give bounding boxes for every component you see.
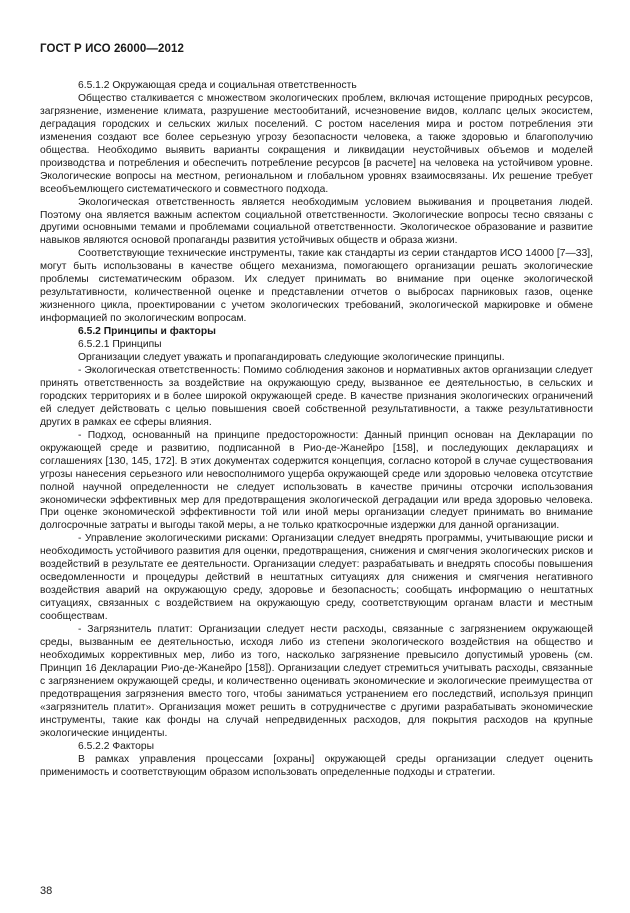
list-item-precautionary-approach: - Подход, основанный на принципе предосторожности: Данный принцип основан на Декларации по окружающей среде и развитию, подписанной в Рио-де-Жанейро [158], и последующих декларациях и соглашениях [130, 145, 172]. В этих документах содержится концепция, согласно которой в случае существования угрозы нанесения серьезного или невосполнимого ущерба окружающей среде или здоровью человека отсутствие полной научной определенности не следует использовать в качестве причины отсрочки использования экономически эффективных мер для предотвращения экологической деградации или вреда здоровью человека. При оценке экономической эффективности той или иной меры организации следует принимать во внимание долгосрочные затраты и выгоды такой меры, а не только краткосрочные издержки для данной организации. xyxy=(40,429,593,532)
paragraph-considerations: В рамках управления процессами [охраны] окружающей среды организации следует оценить применимость и соответствующим образом использовать определенные подходы и стратегии. xyxy=(40,753,593,778)
paragraph-principles-intro: Организации следует уважать и пропагандировать следующие экологические принципы. xyxy=(78,352,505,364)
paragraph-technical-tools: Соответствующие технические инструменты, такие как стандарты из серии стандартов ИСО 14000 [7—33], могут быть использованы в качестве общего механизма, помогающего организации решать экологические проблемы систематическим образом. Их следует принимать во внимание при оценке экологической результативности, количественной оценке и представлении отчетов о выбросах парниковых газов, оценке жизненного цикла, проектировании с учетом экологических требований, экологической маркировке и обмене информацией по экологическим вопросам. xyxy=(40,248,593,325)
document-body xyxy=(40,80,593,779)
paragraph-environmental-responsibility: Экологическая ответственность является необходимым условием выживания и процветания людей. Поэтому она является важным аспектом социальной ответственности. Экологические вопросы тесно связаны с другими основными темами и проблемами социальной ответственности. Экологическое образование и развитие навыков являются основой пропаганды развития устойчивых обществ и образа жизни. xyxy=(40,196,593,247)
subsection-title-6-5-2-1: 6.5.2.1 Принципы xyxy=(78,339,162,351)
list-item-risk-management: - Управление экологическими рисками: Организации следует внедрять программы, учитывающие риски и необходимость устойчивого развития для оценки, предотвращения, снижения и смягчения экологических рисков и воздействий в результате ее деятельности. Организации следует: разрабатывать и внедрять способы повышения осведомленности и процедуры действий в нештатных ситуациях для снижения и смягчения негативного воздействия аварий на окружающую среду, здоровье и безопасность; сообщать информацию о нештатных ситуациях, связанных с воздействием на окружающую среду, соответствующим органам власти и местным сообществам. xyxy=(40,533,593,623)
list-item-polluter-pays: - Загрязнитель платит: Организации следует нести расходы, связанные с загрязнением окружающей среды, вызванным ее деятельностью, исходя либо из степени экологического воздействия на общество и необходимых коррективных мер, либо из того, насколько загрязнение превысило допустимый уровень (см. Принцип 16 Декларации Рио-де-Жанейро [158]). Организации следует стремиться учитывать расходы, связанные с загрязнением окружающей среды, и количественно оценивать экономические и экологические преимущества от предотвращения загрязнения вместо того, чтобы заниматься устранением его последствий, используя принцип «загрязнитель платит». Организация может решить в сотрудничестве с другими разрабатывать экономические инструменты, такие как фонды на случай непредвиденных расходов, для покрытия расходов на крупные экологические инциденты. xyxy=(40,624,593,739)
subsection-title-6-5-2-2: 6.5.2.2 Факторы xyxy=(78,740,154,752)
section-heading-6-5-2: 6.5.2 Принципы и факторы xyxy=(78,326,216,338)
paragraph-environmental-problems: Общество сталкивается с множеством экологических проблем, включая истощение природных ресурсов, загрязнение, изменение климата, разрушение местообитаний, исчезновение видов, коллапс целых экосистем, деградация городских и сельских жилых поселений. С ростом населения мира и ростом потребления эти изменения создают все более серьезную угрозу безопасности человека, а также здоровью и благополучию общества. Необходимо выявить варианты сокращения и ликвидации неустойчивых объемов и моделей производства и потребления и обеспечить потребление ресурсов [в расчете] на человека на устойчивом уровне. Экологические вопросы на местном, региональном и глобальном уровнях взаимосвязаны. Их решение требует всеобъемлющего систематического и совместного подхода. xyxy=(40,92,593,195)
page-number: 38 xyxy=(40,885,53,897)
list-item-environmental-responsibility: - Экологическая ответственность: Помимо соблюдения законов и нормативных актов организации следует принять ответственность за воздействие на окружающую среду, вызванное ее деятельностью, в сельских и городских территориях и в более широкой окружающей среде. В качестве признания экологических ограничений ей следует действовать с целью повышения своей собственной результативности, а также результативности других в рамках ее сферы влияния. xyxy=(40,364,593,428)
document-header: ГОСТ Р ИСО 26000—2012 xyxy=(40,43,185,55)
subsection-title-6-5-1-2: 6.5.1.2 Окружающая среда и социальная ответственность xyxy=(78,80,357,91)
